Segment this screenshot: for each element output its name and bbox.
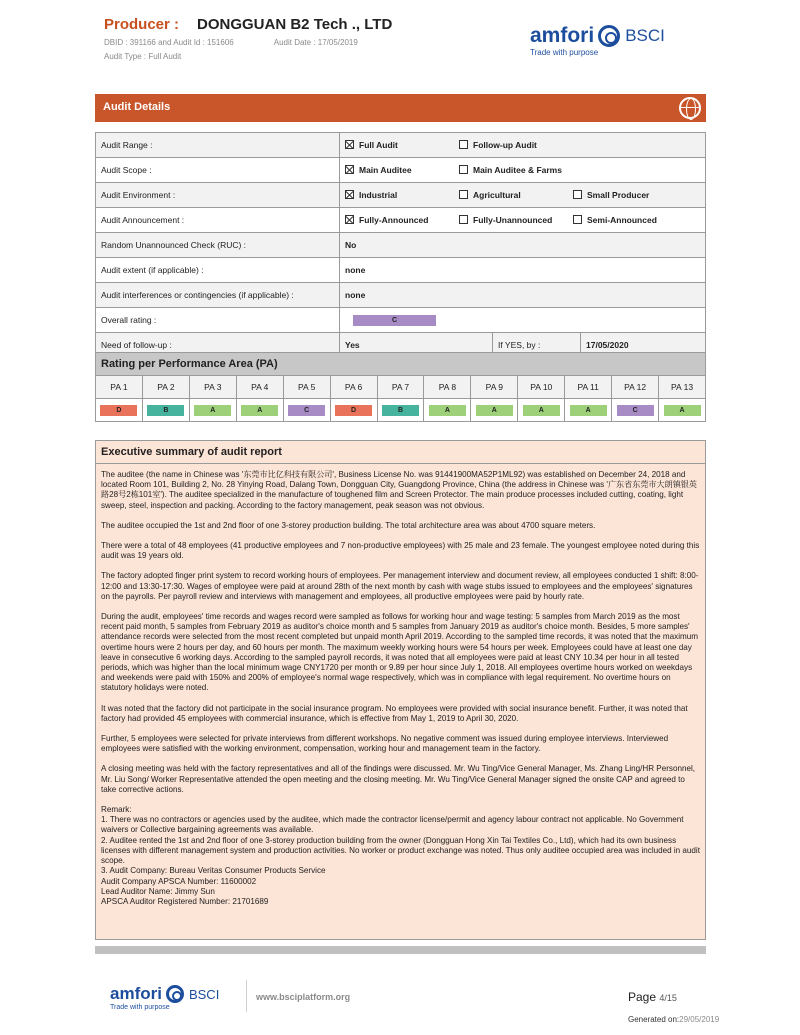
audit-environment-row [96,183,706,208]
checkbox-empty-icon [459,165,468,174]
pa-name: PA 4 [236,376,283,399]
remark-line: Remark: [101,805,132,815]
pa-grade-badge: A [570,405,607,416]
logo-bsci: BSCI [625,26,665,45]
overall-rating-row [96,308,706,333]
opt-semi-announced [573,215,687,225]
extent-label: Audit extent (if applicable) : [96,258,340,283]
overall-rating-cell [340,308,706,333]
platform-url[interactable]: www.bsciplatform.org [256,992,351,1002]
opt-label: Small Producer [587,190,650,200]
pa-name: PA 6 [330,376,377,399]
followup-date: 17/05/2020 [581,333,706,358]
opt-label: Agricultural [473,190,521,200]
summary-title: Executive summary of audit report [96,441,705,464]
opt-label: Fully-Announced [359,215,429,225]
pa-grade-badge: A [523,405,560,416]
pa-grade-badge: D [335,405,372,416]
remark-line: 1. There was no contractors or agencies used by the auditee, which made the contractor license/permit and agency labour contract not applicable. No Government waivers or Collective bargaining agreements was available. [101,815,684,835]
page-number [628,990,677,1004]
footer-amfori-logo [110,984,220,1011]
opt-label: Main Auditee [359,165,412,175]
checkbox-checked-icon [345,190,354,199]
pa-title: Rating per Performance Area (PA) [96,353,706,376]
pa-grade-badge: C [617,405,654,416]
pa-grades-row [96,399,706,422]
logo-tagline: Trade with purpose [530,48,599,57]
followup-value: Yes [340,333,493,358]
producer-label: Producer : [104,16,180,33]
pa-name: PA 5 [283,376,330,399]
producer-name: DONGGUAN B2 Tech ., LTD [197,16,393,33]
ruc-value: No [340,233,706,258]
pa-name: PA 2 [142,376,189,399]
amfori-bsci-logo [530,24,665,57]
logo-wordmark: amfori [110,984,162,1003]
pa-grade-badge: D [100,405,137,416]
remark-line: 3. Audit Company: Bureau Veritas Consumer Products Service [101,866,326,876]
summary-paragraph: The auditee occupied the 1st and 2nd floor of one 3-storey production building. The total architecture area was about 4700 square meters. [101,520,596,530]
audit-date-text: Audit Date : 17/05/2019 [273,38,358,47]
performance-area-table [95,352,706,422]
opt-fully-unannounced [459,215,573,225]
audit-announcement-options [340,208,706,233]
producer-line [104,16,392,33]
checkbox-empty-icon [573,215,582,224]
audit-meta [104,38,392,47]
summary-paragraph: A closing meeting was held with the factory representatives and all of the findings were discussed. Mr. Wu Ting/Vice General Manager, Ms. Zhang Ling/HR Personnel, Mr. Liu Song/ Worker Representative attended the open meeting and the closing meeting. Mr. Wu Ting/Vice General Manager signed the onsite CAP and agreed to take corrective actions. [101,764,695,794]
pa-name: PA 9 [471,376,518,399]
bsci-circle-icon [598,25,620,47]
pa-name: PA 1 [96,376,143,399]
pa-name: PA 7 [377,376,424,399]
opt-full-audit [345,140,459,150]
report-header [104,16,392,61]
bsci-circle-icon [166,985,184,1003]
remark-line: APSCA Auditor Registered Number: 21701689 [101,896,269,906]
page-total: /15 [664,993,677,1003]
opt-industrial [345,190,459,200]
opt-small-producer [573,190,687,200]
summary-paragraph: It was noted that the factory did not participate in the social insurance program. No employees were provided with social insurance benefit. Further, it was noted that factory had provided 45 employees with commercial insurance, which is effective from May 1, 2019 to April 30, 2020. [101,703,688,723]
generated-label: Generated on: [628,1015,680,1024]
checkbox-empty-icon [573,190,582,199]
summary-paragraph: The factory adopted finger print system to record working hours of employees. Per management interview and document review, all employees conducted 1 shift: 8:00-12:00 and 13:30-17:30. Wages of employee were paid at around 28th of the next month by cash with wage stubs issued to employees and the employees' signatures on the payrolls. Per payroll review and interviews with management and employees, all productive employees were paid by hourly rate. [101,571,699,601]
interferences-value: none [340,283,706,308]
page-current: 4 [659,993,665,1003]
pa-grade-badge: A [664,405,701,416]
checkbox-checked-icon [345,215,354,224]
remark-line: Lead Auditor Name: Jimmy Sun [101,886,215,896]
opt-label: Follow-up Audit [473,140,537,150]
overall-rating-badge: C [353,315,436,326]
audit-announcement-row [96,208,706,233]
remark-line: Audit Company APSCA Number: 11600002 [101,876,257,886]
pa-name: PA 12 [612,376,659,399]
if-yes-label: If YES, by : [493,333,581,358]
page-label: Page [628,990,657,1004]
summary-body [96,464,705,907]
opt-label: Semi-Announced [587,215,657,225]
audit-scope-label: Audit Scope : [96,158,340,183]
section-title: Audit Details [103,101,171,113]
remark-block [101,805,700,907]
checkbox-empty-icon [459,190,468,199]
audit-scope-options [340,158,706,183]
pa-grade-badge: A [429,405,466,416]
audit-environment-label: Audit Environment : [96,183,340,208]
pa-names-row [96,376,706,399]
overall-rating-label: Overall rating : [96,308,340,333]
pa-grade-badge: B [147,405,184,416]
audit-environment-options [340,183,706,208]
globe-icon [679,97,701,119]
opt-label: Fully-Unannounced [473,215,553,225]
executive-summary [95,440,706,940]
extent-value: none [340,258,706,283]
pa-name: PA 8 [424,376,471,399]
logo-tagline: Trade with purpose [110,1004,170,1011]
ruc-label: Random Unannounced Check (RUC) : [96,233,340,258]
pa-grade-badge: C [288,405,325,416]
opt-label: Full Audit [359,140,398,150]
logo-bsci: BSCI [188,986,220,1002]
pa-grade-badge: A [476,405,513,416]
pa-name: PA 13 [659,376,706,399]
generated-date: 29/05/2019 [679,1015,720,1024]
footer-divider [246,980,247,1012]
extent-row [96,258,706,283]
opt-agricultural [459,190,573,200]
audit-range-row [96,133,706,158]
summary-paragraph: Further, 5 employees were selected for private interviews from different workshops. No negative comment was issued during employee interviews. Interviewed employees were satisfied with the working environment, compensation, working hour and management team in the factory. [101,734,669,754]
summary-paragraph: The auditee (the name in Chinese was '东莞市比亿科技有限公司', Business License No. was 91441900MA52P1ML92) was established on December 24, 2018 and located Room 101, Building 2, No. 28 Yinying Road, Dalang Town, Dongguan City, Guangdong Province, China (the address in Chinese was '广东省东莞市大朗镇银英路28号2栋101室'). The auditee specialized in the manufacture of toughened film and Screen Protector. The main produce processes included cutting, coating, light sweep, steel, inspection and packing. According to the factory management, peak season was not obvious. [101,470,697,510]
checkbox-empty-icon [459,215,468,224]
pa-grade-badge: A [194,405,231,416]
audit-type-text: Audit Type : Full Audit [104,52,182,61]
summary-paragraph: There were a total of 48 employees (41 productive employees and 7 non-productive employees) with 25 male and 23 female. The youngest employee noted during this audit was 19 years old. [101,541,700,561]
remark-line: 2. Auditee rented the 1st and 2nd floor of one 3-storey production building from the owner (Dongguan Hong Xin Tai Textiles Co., Ltd), which had its own business licenses with different management system and production activities. No worker or product exchange was noted. Thus only auditee occupied area was included in audit scope. [101,835,700,866]
checkbox-empty-icon [459,140,468,149]
opt-label: Main Auditee & Farms [473,165,562,175]
pa-name: PA 11 [565,376,612,399]
opt-main-auditee [345,165,459,175]
pa-grade-badge: A [241,405,278,416]
summary-paragraph: During the audit, employees' time records and wages record were sampled as follows for working hour and wage testing: 5 samples from March 2019 as the most recent paid month, 5 samples from February 2019 as auditor's choice month and 5 samples from January 2019 as auditor's choice month. Besides, 5 more samples' attendance records were selected from the most recent completed but unpaid month April 2019. According to the sampled time records, it was noted that the maximum overtime hours were 2 hours per day, and 60 hours per month. The maximum weekly working hours were 54 hours per week. Employees could have at least one day leave in consecutive 6 working days. According to the sampled payroll records, it was noted that all employees were paid at least CNY 10.34 per hour in all tested periods, which was higher than the local minimum wage CNY1720 per month or 9.89 per hour since July 1, 2018. All employees overtime hours worked on weekdays and weekends were paid with 150% and 200% of employee's normal wage respectively, which was in compliance with legal requirement. No overtime hours on statutory holidays were noted. [101,612,699,693]
followup-label: Need of follow-up : [96,333,340,358]
audit-details-table [95,132,706,358]
pa-header-row [96,353,706,376]
pa-name: PA 3 [189,376,236,399]
interferences-row [96,283,706,308]
pa-name: PA 10 [518,376,565,399]
dbid-text: DBID : 391166 and Audit Id : 151606 [104,38,234,47]
ruc-row [96,233,706,258]
logo-wordmark: amfori [530,24,595,47]
generated-on [628,1015,719,1024]
audit-details-bar [95,94,706,122]
opt-fully-announced [345,215,459,225]
audit-announcement-label: Audit Announcement : [96,208,340,233]
divider-bar [95,946,706,954]
opt-main-auditee-farms [459,165,573,175]
audit-range-label: Audit Range : [96,133,340,158]
pa-grade-badge: B [382,405,419,416]
interferences-label: Audit interferences or contingencies (if applicable) : [96,283,340,308]
checkbox-checked-icon [345,165,354,174]
opt-label: Industrial [359,190,398,200]
opt-follow-up-audit [459,140,573,150]
audit-scope-row [96,158,706,183]
audit-range-options [340,133,706,158]
checkbox-checked-icon [345,140,354,149]
